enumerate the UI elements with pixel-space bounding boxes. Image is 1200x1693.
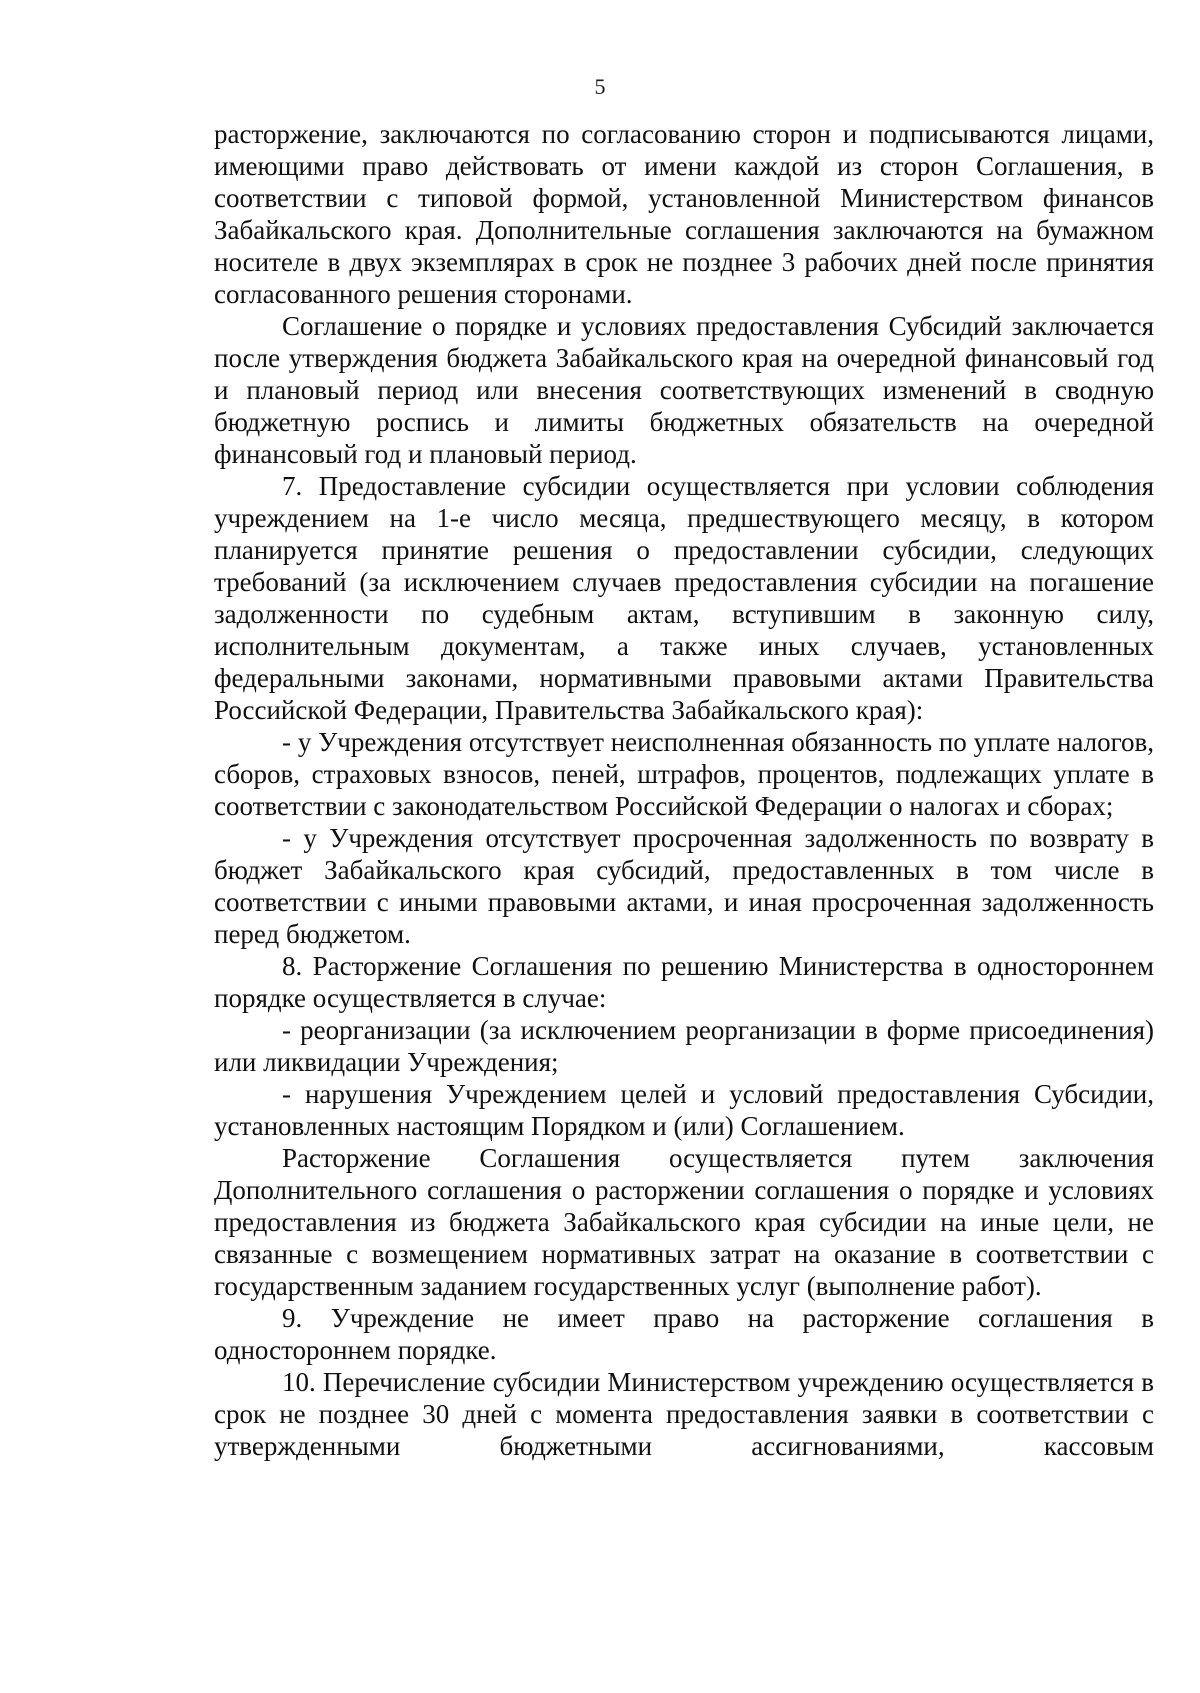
document-body — [214, 118, 1154, 1462]
paragraph-item-10: 10. Перечисление субсидии Министерством учреждению осуществляется в срок не позднее 30 дней с момента предоставления заявки в соответствии с утвержденными бюджетными ассигнованиями, кассовым — [214, 1367, 1154, 1461]
paragraph-item-7-requirement-taxes: - у Учреждения отсутствует неисполненная обязанность по уплате налогов, сборов, страховых взносов, пеней, штрафов, процентов, подлежащих уплате в соответствии с законодательством Российской Федерации о налогах и сборах; — [214, 727, 1154, 821]
paragraph-item-7: 7. Предоставление субсидии осуществляется при условии соблюдения учреждением на 1-е число месяца, предшествующего месяцу, в котором планируется принятие решения о предоставлении субсидии, следующих требований (за исключением случаев предоставления субсидии на погашение задолженности по судебным актам, вступившим в законную силу, исполнительным документам, а также иных случаев, установленных федеральными законами, нормативными правовыми актами Правительства Российской Федерации, Правительства Забайкальского края): — [214, 471, 1154, 725]
paragraph-continuation: расторжение, заключаются по согласованию сторон и подписываются лицами, имеющими право действовать от имени каждой из сторон Соглашения, в соответствии с типовой формой, установленной Министерством финансов Забайкальского края. Дополнительные соглашения заключаются на бумажном носителе в двух экземплярах в срок не позднее 3 рабочих дней после принятия согласованного решения сторонами. — [214, 119, 1154, 309]
paragraph-item-9: 9. Учреждение не имеет право на расторжение соглашения в одностороннем порядке. — [214, 1303, 1154, 1365]
paragraph-item-8: 8. Расторжение Соглашения по решению Министерства в одностороннем порядке осуществляется в случае: — [214, 951, 1154, 1013]
page-number: 5 — [594, 74, 606, 99]
paragraph-item-8-violation: - нарушения Учреждением целей и условий предоставления Субсидии, установленных настоящим Порядком и (или) Соглашением. — [214, 1079, 1154, 1141]
paragraph-agreement-conclusion: Соглашение о порядке и условиях предоставления Субсидий заключается после утверждения бюджета Забайкальского края на очередной финансовый год и плановый период или внесения соответствующих изменений в сводную бюджетную роспись и лимиты бюджетных обязательств на очередной финансовый год и плановый период. — [214, 311, 1154, 469]
paragraph-item-8-reorganization: - реорганизации (за исключением реорганизации в форме присоединения) или ликвидации Учреждения; — [214, 1015, 1154, 1077]
paragraph-termination-procedure: Расторжение Соглашения осуществляется путем заключения Дополнительного соглашения о расторжении соглашения о порядке и условиях предоставления из бюджета Забайкальского края субсидии на иные цели, не связанные с возмещением нормативных затрат на оказание в соответствии с государственным заданием государственных услуг (выполнение работ). — [214, 1143, 1154, 1301]
paragraph-item-7-requirement-debt: - у Учреждения отсутствует просроченная задолженность по возврату в бюджет Забайкальского края субсидий, предоставленных в том числе в соответствии с иными правовыми актами, и иная просроченная задолженность перед бюджетом. — [214, 823, 1154, 949]
